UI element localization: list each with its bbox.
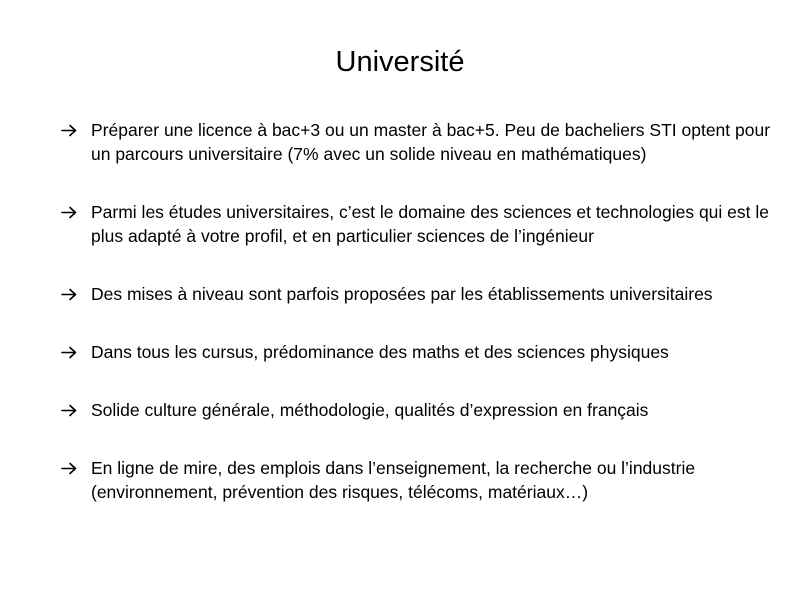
bullet-list bbox=[60, 118, 775, 504]
bullet-text: Des mises à niveau sont parfois proposées par les établissements universitaires bbox=[91, 284, 713, 304]
bullet-text: En ligne de mire, des emplois dans l’enseignement, la recherche ou l’industrie (environnement, prévention des risques, télécoms, matériaux…) bbox=[91, 458, 696, 502]
bullet-text: Solide culture générale, méthodologie, qualités d’expression en français bbox=[91, 400, 649, 420]
arrow-right-icon bbox=[60, 456, 82, 480]
arrow-right-icon bbox=[60, 340, 82, 364]
bullet-item bbox=[60, 118, 775, 166]
bullet-item bbox=[60, 340, 775, 364]
arrow-right-icon bbox=[60, 118, 82, 142]
bullet-item bbox=[60, 200, 775, 248]
bullet-text: Dans tous les cursus, prédominance des maths et des sciences physiques bbox=[91, 342, 669, 362]
bullet-item bbox=[60, 282, 775, 306]
arrow-right-icon bbox=[60, 282, 82, 306]
arrow-right-icon bbox=[60, 200, 82, 224]
bullet-item bbox=[60, 456, 775, 504]
bullet-item bbox=[60, 398, 775, 422]
arrow-right-icon bbox=[60, 398, 82, 422]
bullet-text: Parmi les études universitaires, c’est le domaine des sciences et technologies qui est le plus adapté à votre profil, et en particulier sciences de l’ingénieur bbox=[91, 202, 769, 246]
bullet-text: Préparer une licence à bac+3 ou un master à bac+5. Peu de bacheliers STI optent pour un parcours universitaire (7% avec un solide niveau en mathématiques) bbox=[91, 120, 771, 164]
slide-title: Université bbox=[335, 46, 465, 78]
